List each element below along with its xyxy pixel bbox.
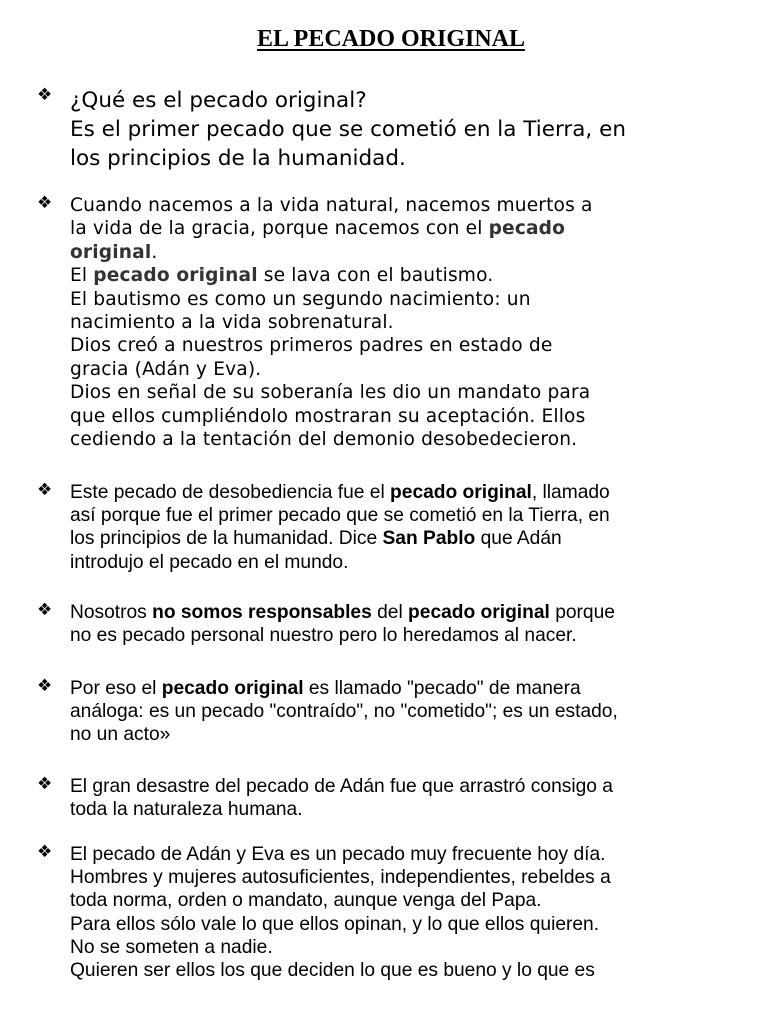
paragraph-line: toda la naturaleza humana. bbox=[70, 799, 303, 821]
paragraph-line: Cuando nacemos a la vida natural, nacemos muertos a bbox=[70, 195, 593, 216]
emphasis-text: San Pablo bbox=[382, 528, 476, 550]
list-item bbox=[37, 843, 737, 982]
paragraph-line: Dios creó a nuestros primeros padres en estado de bbox=[70, 335, 553, 357]
paragraph-line: los principios de la humanidad. Dice San Pablo que Adán bbox=[70, 528, 562, 550]
paragraph-line: Hombres y mujeres autosuficientes, independientes, rebeldes a bbox=[70, 867, 611, 889]
paragraph-line: que ellos cumpliéndolo mostraran su aceptación. Ellos bbox=[70, 405, 586, 427]
paragraph-line: Nosotros no somos responsables del pecado original porque bbox=[70, 602, 615, 623]
list-item bbox=[37, 86, 737, 173]
diamond-bullet-icon: ❖ bbox=[37, 600, 53, 620]
emphasis-text: no somos responsables bbox=[152, 602, 372, 623]
paragraph-line: así porque fue el primer pecado que se cometió en la Tierra, en bbox=[70, 505, 610, 527]
diamond-bullet-icon: ❖ bbox=[37, 193, 53, 213]
paragraph-line: Este pecado de desobediencia fue el pecado original, llamado bbox=[70, 482, 610, 503]
emphasis-text: pecado original bbox=[408, 602, 550, 623]
paragraph-line: Para ellos sólo vale lo que ellos opinan, y lo que ellos quieren. bbox=[70, 913, 600, 935]
paragraph-line: cediendo a la tentación del demonio desobedecieron. bbox=[70, 429, 578, 451]
diamond-bullet-icon: ❖ bbox=[37, 774, 53, 794]
paragraph-line: Por eso el pecado original es llamado "pecado" de manera bbox=[70, 678, 581, 699]
paragraph-line: Dios en señal de su soberanía les dio un mandato para bbox=[70, 382, 591, 404]
diamond-bullet-icon: ❖ bbox=[37, 85, 53, 105]
emphasis-text: pecado original bbox=[93, 265, 258, 287]
answer-text: Es el primer pecado que se cometió en la Tierra, en bbox=[70, 117, 626, 142]
emphasis-text: pecado original bbox=[161, 678, 304, 699]
page-title: EL PECADO ORIGINAL bbox=[256, 26, 526, 52]
emphasis-text: pecado original bbox=[390, 482, 532, 503]
paragraph-line: Quieren ser ellos los que deciden lo que es bueno y lo que es bbox=[70, 960, 595, 982]
diamond-bullet-icon: ❖ bbox=[37, 480, 53, 500]
paragraph-line: toda norma, orden o mandato, aunque venga del Papa. bbox=[70, 890, 542, 912]
list-item bbox=[37, 481, 737, 574]
diamond-bullet-icon: ❖ bbox=[37, 676, 53, 696]
paragraph-line: la vida de la gracia, porque nacemos con el pecado bbox=[70, 218, 566, 240]
list-item bbox=[37, 601, 737, 647]
emphasis-text: pecado bbox=[488, 218, 566, 240]
paragraph-line: gracia (Adán y Eva). bbox=[70, 358, 262, 380]
paragraph-line: El bautismo es como un segundo nacimiento: un bbox=[70, 288, 531, 310]
emphasis-text: original bbox=[70, 241, 152, 263]
list-item bbox=[37, 677, 737, 747]
paragraph-line: nacimiento a la vida sobrenatural. bbox=[70, 312, 394, 334]
paragraph-line: análoga: es un pecado "contraído", no "cometido"; es un estado, bbox=[70, 701, 618, 723]
paragraph-line: El pecado de Adán y Eva es un pecado muy frecuente hoy día. bbox=[70, 844, 606, 865]
paragraph-line: El pecado original se lava con el bautismo. bbox=[70, 265, 494, 287]
answer-text: los principios de la humanidad. bbox=[70, 146, 406, 171]
paragraph-line: introdujo el pecado en el mundo. bbox=[70, 551, 349, 573]
diamond-bullet-icon: ❖ bbox=[37, 842, 53, 862]
list-item bbox=[37, 775, 737, 821]
paragraph-line: El gran desastre del pecado de Adán fue que arrastró consigo a bbox=[70, 776, 613, 797]
paragraph-line: original. bbox=[70, 241, 158, 263]
paragraph-line: No se someten a nadie. bbox=[70, 936, 273, 958]
list-item bbox=[37, 194, 737, 451]
paragraph-line: no es pecado personal nuestro pero lo heredamos al nacer. bbox=[70, 625, 577, 647]
question-text: ¿Qué es el pecado original? bbox=[70, 88, 367, 113]
paragraph-line: no un acto» bbox=[70, 724, 171, 746]
